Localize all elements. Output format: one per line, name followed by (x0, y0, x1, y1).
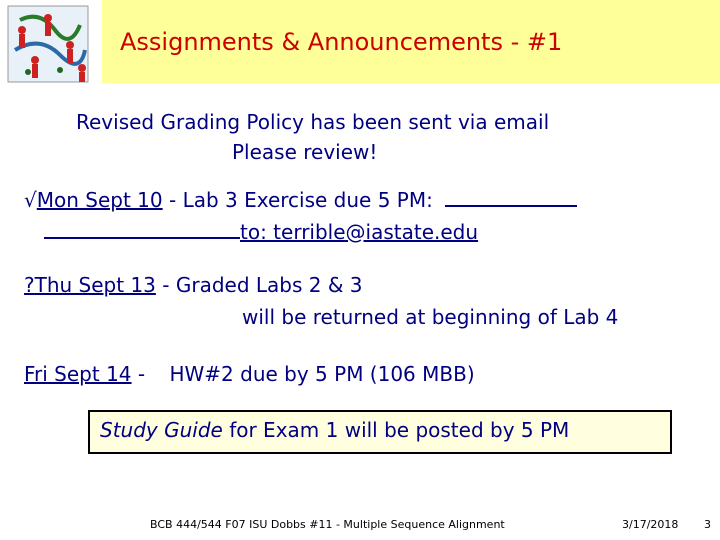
item-1-separator: - (162, 188, 183, 212)
item-1-line-2 (44, 220, 478, 244)
item-1-text: Lab 3 Exercise due 5 PM: (182, 188, 433, 212)
item-1-to-label[interactable]: to: terrible@iastate.edu (240, 220, 479, 244)
page-title: Assignments & Announcements - #1 (120, 28, 563, 56)
item-3-line-1 (24, 362, 475, 386)
item-2-mark: ? (24, 273, 35, 297)
notice-line-2: Please review! (232, 140, 378, 164)
notice-line-1: Revised Grading Policy has been sent via email (76, 110, 550, 134)
item-1-date: Mon Sept 10 (36, 188, 163, 212)
item-1-mark: √ (24, 188, 37, 212)
item-1-blank-2 (44, 235, 240, 239)
study-guide-emphasis: Study Guide (100, 418, 223, 442)
clipart-people-logo-icon (0, 0, 100, 88)
item-1-line-1 (24, 188, 577, 212)
item-1-blank-1 (445, 203, 577, 207)
footer-page: 3 (704, 518, 711, 531)
item-3-separator: - (131, 362, 152, 386)
footer-course: BCB 444/544 F07 ISU Dobbs #11 - Multiple Sequence Alignment (150, 518, 505, 531)
item-2-date: Thu Sept 13 (34, 273, 156, 297)
item-2-text: Graded Labs 2 & 3 (175, 273, 363, 297)
footer-date: 3/17/2018 (622, 518, 679, 531)
item-3-date: Fri Sept 14 (24, 362, 132, 386)
item-2-separator: - (155, 273, 176, 297)
item-3-text: HW#2 due by 5 PM (106 MBB) (169, 362, 475, 386)
item-2-line-2: will be returned at beginning of Lab 4 (242, 305, 619, 329)
item-2-line-1 (24, 273, 363, 297)
study-guide-text (100, 418, 569, 442)
study-guide-rest: for Exam 1 will be posted by 5 PM (222, 418, 570, 442)
